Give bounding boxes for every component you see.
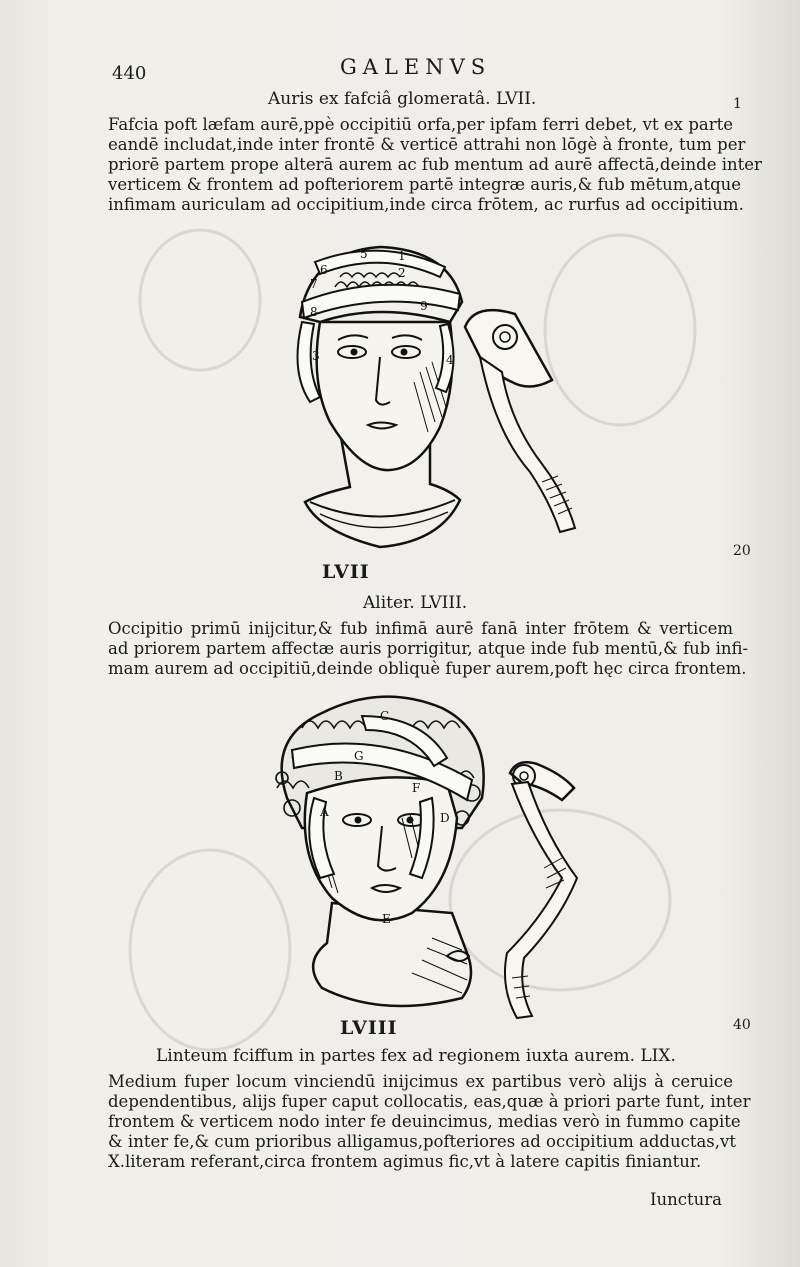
band-letter: A <box>320 805 329 819</box>
section-59-heading: Linteum fciffum in partes fex ad regionem iuxta aurem. LIX. <box>156 1046 676 1066</box>
band-letter: E <box>382 912 391 926</box>
page-number: 440 <box>112 63 147 84</box>
figure-58-label: LVIII <box>340 1017 398 1039</box>
band-number: 2 <box>398 266 406 280</box>
section-57-paragraph <box>108 115 762 215</box>
page-header <box>0 55 800 85</box>
figure-57-label: LVII <box>322 561 370 583</box>
text-line: ad priorem partem affectæ auris porrigitur, atque inde fub mentū,& fub infi- <box>108 639 749 658</box>
section-59-paragraph <box>108 1072 751 1172</box>
section-58-heading: Aliter. LVIII. <box>363 593 468 613</box>
band-letter: F <box>412 781 421 795</box>
text-line: mam aurem ad occipitiū,deinde obliquè fuper aurem,poft hęc circa frontem. <box>108 659 747 678</box>
text-line: Medium fuper locum vinciendū inijcimus ex partibus verò alijs à ceruice <box>108 1072 733 1091</box>
band-number: 5 <box>360 247 368 261</box>
text-line: priorē partem prope alterā aurem ac fub mentum ad aurē affectā,deinde inter <box>108 155 762 174</box>
text-line: verticem & frontem ad pofteriorem partē integræ auris,& fub mētum,atque <box>108 175 742 194</box>
section-57-heading: Auris ex fafciâ glomeratâ. LVII. <box>268 89 537 109</box>
band-number: 6 <box>320 263 328 277</box>
band-number: 7 <box>310 277 318 291</box>
band-letter: C <box>380 709 390 723</box>
band-number: 9 <box>420 299 428 313</box>
band-letter: D <box>440 811 450 825</box>
running-head: GALENVS <box>340 55 492 79</box>
figure-57-bandaged-head-illustration <box>280 232 580 562</box>
band-number: 3 <box>312 349 320 363</box>
text-line: Fafcia poft læfam aurē,ppè occipitiū orfa,per ipfam ferri debet, vt ex parte <box>108 115 733 134</box>
figure-58-bandaged-head-illustration <box>262 688 592 1028</box>
band-number: 4 <box>446 353 454 367</box>
text-line: Occipitio primū inijcitur,& fub infimā aurē fanā inter frōtem & verticem <box>108 619 733 638</box>
band-letter: G <box>354 749 364 763</box>
margin-line-number-1: 1 <box>733 96 742 112</box>
catchword: Iunctura <box>650 1190 722 1209</box>
margin-line-number-20: 20 <box>733 543 751 559</box>
margin-line-number-40: 40 <box>733 1017 751 1033</box>
text-line: & inter fe,& cum prioribus alligamus,pofteriores ad occipitium adductas,vt <box>108 1132 736 1151</box>
section-58-paragraph <box>108 619 749 679</box>
text-line: frontem & verticem nodo inter fe deuincimus, medias verò in fummo capite <box>108 1112 741 1131</box>
text-line: eandē includat,inde inter frontē & verticē attrahi non lōgè à fronte, tum per <box>108 135 746 154</box>
text-line: infimam auriculam ad occipitium,inde circa frōtem, ac rurfus ad occipitium. <box>108 195 744 214</box>
band-letter: B <box>334 769 343 783</box>
text-line: dependentibus, alijs fuper caput collocatis, eas,quæ à priori parte funt, inter <box>108 1092 751 1111</box>
text-line: X.literam referant,circa frontem agimus fic,vt à latere capitis finiantur. <box>108 1152 702 1171</box>
band-number: 8 <box>310 305 318 319</box>
band-number: 1 <box>398 249 406 263</box>
